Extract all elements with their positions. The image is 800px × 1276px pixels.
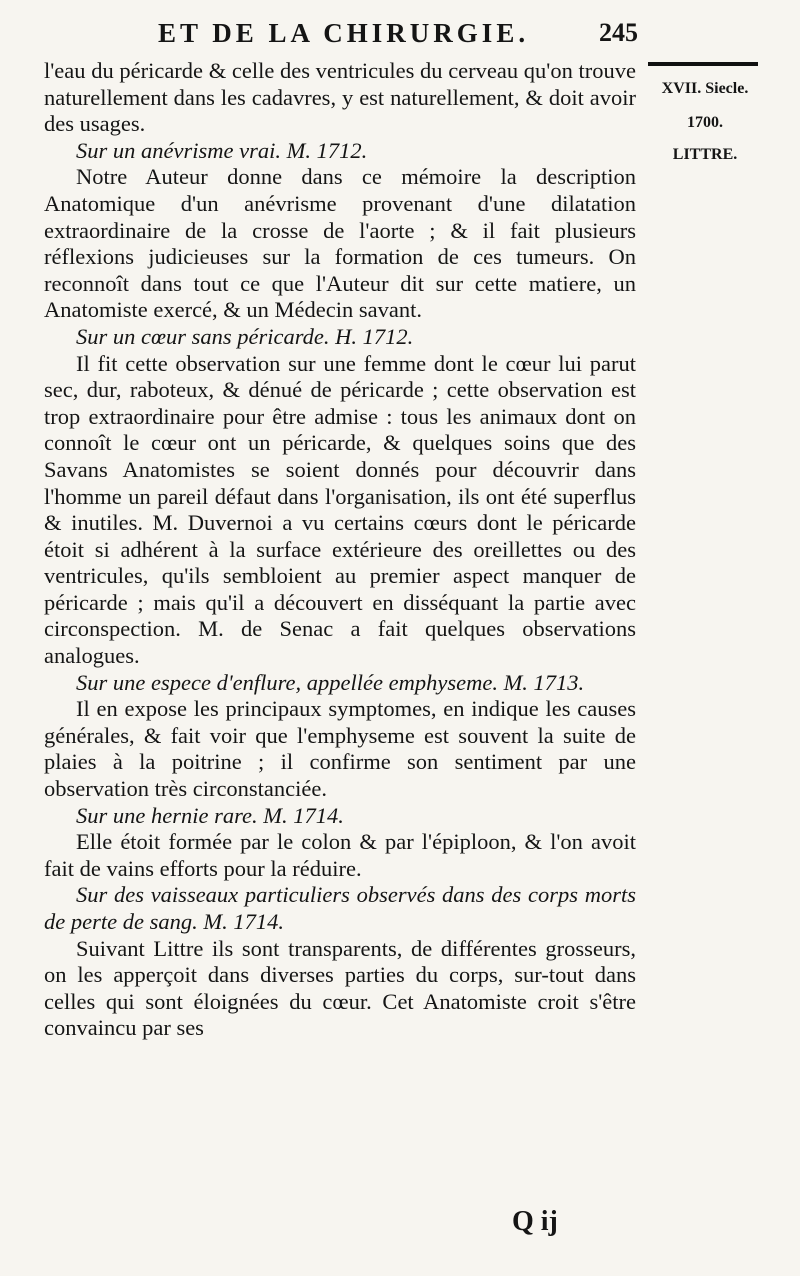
signature-mark: Q ij [512, 1206, 558, 1237]
section-heading-aneurysm: Sur un anévrisme vrai. M. 1712. [76, 137, 368, 163]
margin-author: LITTRE. [672, 146, 738, 163]
paragraph-5: Elle étoit formée par le colon & par l'épiploon, & l'on avoit fait de vains efforts pour la réduire. [44, 829, 636, 881]
paragraph-3: Il fit cette observation sur une femme dont le cœur lui parut sec, dur, raboteux, & dénué de péricarde ; cette observation est trop extraordinaire pour être admise : tous les animaux dont on connoît le cœur ont un péricarde, & quelques soins que des Savans Anatomistes se soient donnés pour découvrir dans l'homme un pareil défaut dans l'organisation, ils ont été superflus & inutiles. M. Duvernoi a vu certains cœurs dont le péricarde étoit si adhérent à la surface extérieure des oreillettes ou des ventricules, qu'ils sembloient au premier aspect manquer de péricarde ; mais qu'il a découvert en disséquant la partie avec circonspection. M. de Senac a fait quelques observations analogues. [44, 350, 636, 669]
margin-year: 1700. [687, 114, 723, 131]
main-text [44, 58, 636, 1042]
paragraph-1: l'eau du péricarde & celle des ventricules du cerveau qu'on trouve naturellement dans les cadavres, y est naturellement, & doit avoir des usages. [44, 58, 636, 137]
section-heading-heart: Sur un cœur sans péricarde. H. 1712. [76, 323, 414, 349]
running-title: ET DE LA CHIRURGIE. [158, 18, 530, 48]
section-heading-emphysema: Sur une espece d'enflure, appellée emphyseme. M. 1713. [76, 669, 585, 695]
section-heading-vessels: Sur des vaisseaux particuliers observés dans des corps morts de perte de sang. M. 1714. [44, 882, 636, 934]
paragraph-2: Notre Auteur donne dans ce mémoire la description Anatomique d'un anévrisme provenant d'une dilatation extraordinaire de la crosse de l'aorte ; & il fait plusieurs réflexions judicieuses sur la formation de ces tumeurs. On reconnoît dans tout ce que l'Auteur dit sur cette matiere, un Anatomiste exercé, & un Médecin savant. [44, 164, 636, 323]
margin-century: XVII. Siecle. [661, 80, 749, 97]
paragraph-6: Suivant Littre ils sont transparents, de différentes grosseurs, on les apperçoit dans diverses parties du corps, sur-tout dans celles qui sont éloignées du cœur. Cet Anatomiste croit s'être convaincu par ses [44, 935, 636, 1041]
paragraph-4: Il en expose les principaux symptomes, en indique les causes générales, & fait voir que l'emphyseme est souvent la suite de plaies à la poitrine ; il confirme son sentiment par une observation très circonstanciée. [44, 696, 636, 802]
running-header [40, 14, 640, 54]
section-heading-hernia: Sur une hernie rare. M. 1714. [76, 802, 344, 828]
page-number: 245 [599, 18, 638, 47]
margin-rule [648, 62, 758, 66]
